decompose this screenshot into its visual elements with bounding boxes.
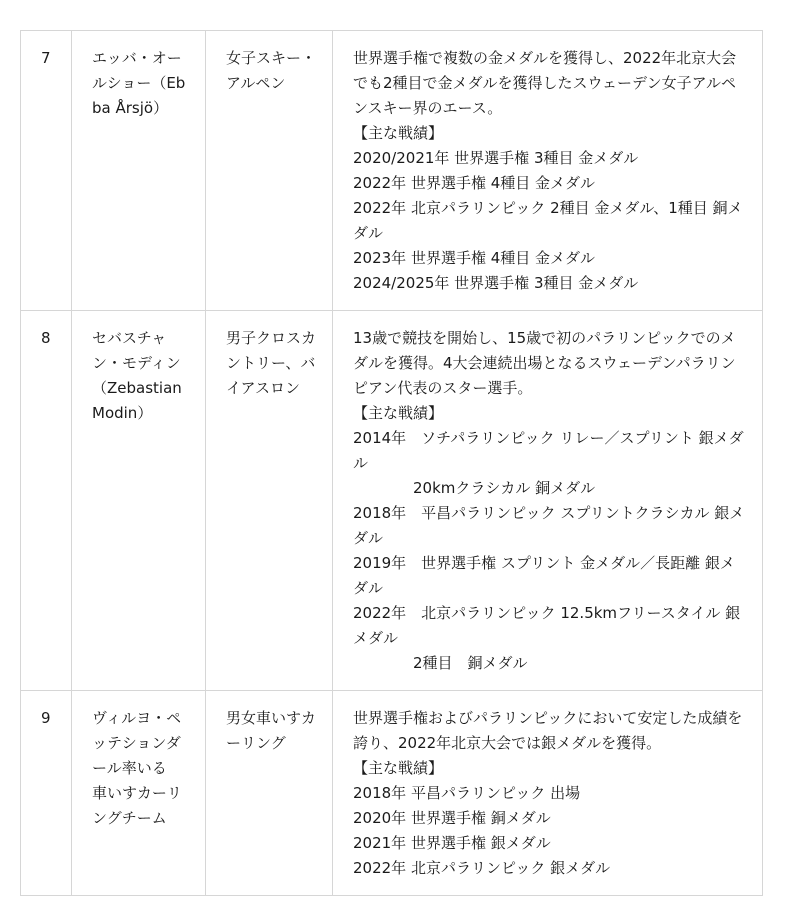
row-number: 8: [21, 311, 72, 691]
athlete-name: エッバ・オールショー（Ebba Årsjö）: [72, 31, 206, 311]
table-row: [21, 691, 763, 896]
athlete-detail: 世界選手権で複数の金メダルを獲得し、2022年北京大会でも2種目で金メダルを獲得したスウェーデン女子アルペンスキー界のエース。 【主な戦績】 2020/2021年 世界選手権 3種目 金メダル 2022年 世界選手権 4種目 金メダル 2022年 北京パラリンピック 2種目 金メダル、1種目 銅メダル 2023年 世界選手権 4種目 金メダル 2024/2025年 世界選手権 3種目 金メダル: [333, 31, 763, 311]
table-row: [21, 31, 763, 311]
athlete-detail: 13歳で競技を開始し、15歳で初のパラリンピックでのメダルを獲得。4大会連続出場となるスウェーデンパラリンピアン代表のスター選手。 【主な戦績】 2014年 ソチパラリンピック リレー／スプリント 銀メダル 20kmクラシカル 銅メダル 2018年 平昌パラリンピック スプリントクラシカル 銀メダル 2019年 世界選手権 スプリント 金メダル／長距離 銀メダル 2022年 北京パラリンピック 12.5kmフリースタイル 銀メダル 2種目 銅メダル: [333, 311, 763, 691]
athlete-table: [20, 30, 763, 896]
table-row: [21, 311, 763, 691]
event-name: 女子スキー・アルペン: [206, 31, 333, 311]
athlete-detail: 世界選手権およびパラリンピックにおいて安定した成績を誇り、2022年北京大会では銀メダルを獲得。 【主な戦績】 2018年 平昌パラリンピック 出場 2020年 世界選手権 銅メダル 2021年 世界選手権 銀メダル 2022年 北京パラリンピック 銀メダル: [333, 691, 763, 896]
event-name: 男子クロスカントリー、バイアスロン: [206, 311, 333, 691]
row-number: 9: [21, 691, 72, 896]
event-name: 男女車いすカーリング: [206, 691, 333, 896]
row-number: 7: [21, 31, 72, 311]
athlete-name: セバスチャン・モディン（Zebastian Modin）: [72, 311, 206, 691]
athlete-name: ヴィルヨ・ペッテションダール率いる 車いすカーリングチーム: [72, 691, 206, 896]
